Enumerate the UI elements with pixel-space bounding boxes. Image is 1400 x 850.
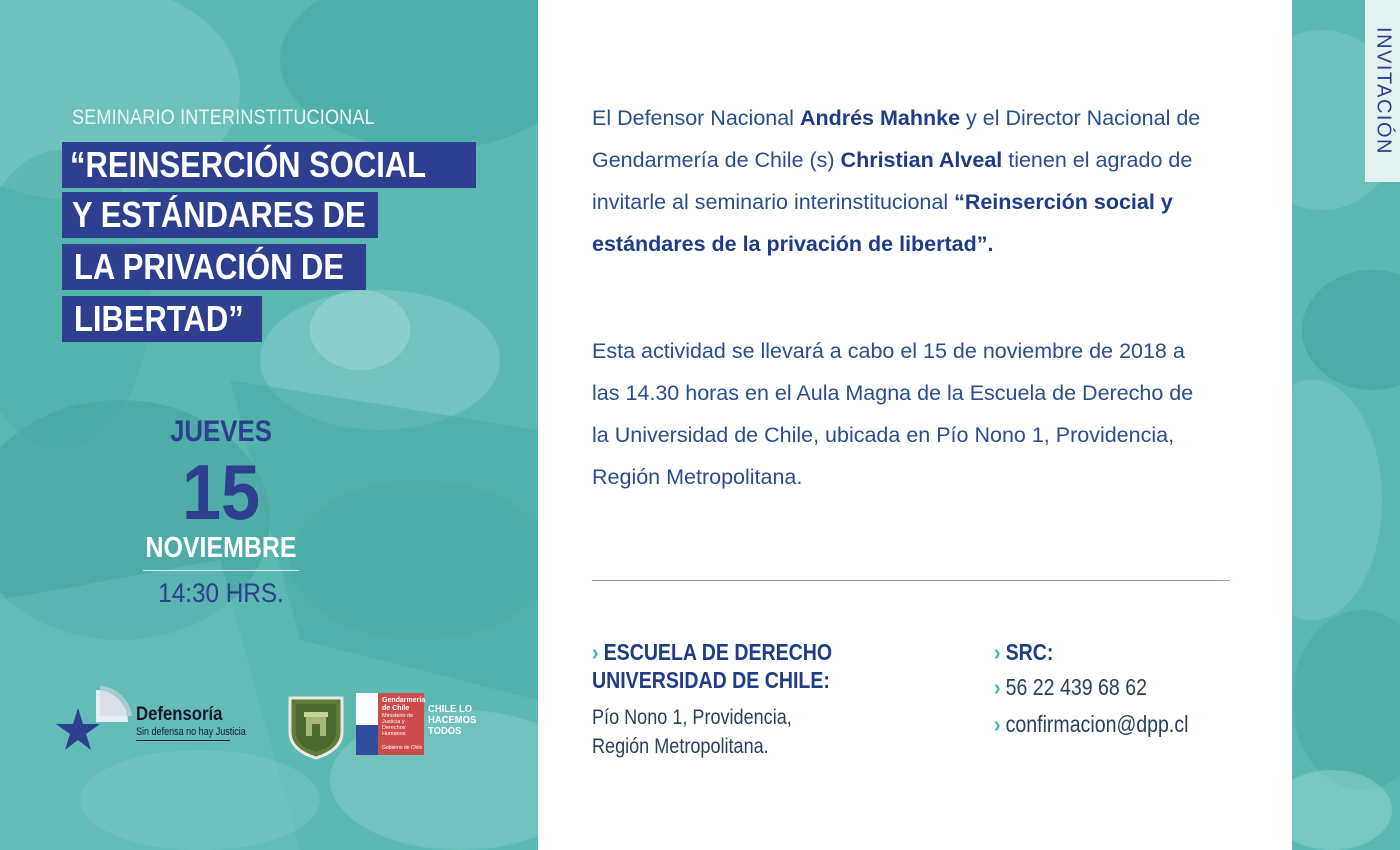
rsvp-info: [994, 638, 1254, 743]
chevron-right-icon: ›: [994, 711, 1001, 737]
event-title-line-4: LIBERTAD”: [62, 296, 262, 342]
gendarmeria-shield-icon: [284, 692, 348, 760]
left-content: [0, 0, 538, 850]
invitation-body: [538, 0, 1292, 850]
section-divider: [592, 580, 1230, 581]
event-title-line-3: LA PRIVACIÓN DE: [62, 244, 366, 290]
chevron-right-icon: ›: [592, 639, 599, 665]
venue-info: [592, 638, 932, 761]
defensoria-star-icon: [56, 686, 132, 750]
defensoria-tagline: Sin defensa no hay Justicia: [136, 726, 246, 738]
venue-heading: › ESCUELA DE DERECHO: [592, 639, 833, 665]
invitation-paragraph-1: El Defensor Nacional Andrés Mahnke y el Director Nacional de Gendarmería de Chile (s) Christian Alveal tienen el agrado de invitarle al seminario interinstitucional “Reinserción social y estándares de la privación de libertad”.: [592, 106, 1201, 256]
event-time: 14:30 HRS.: [158, 578, 284, 608]
invitation-tab: [1365, 0, 1400, 182]
gobierno-text: Gobierno de Chile: [382, 745, 423, 751]
day-number: 15: [181, 448, 261, 536]
defensoria-logo: [56, 686, 256, 750]
date-divider: [143, 570, 299, 571]
flag-blue-band: [356, 725, 378, 755]
defensoria-name: Defensoría: [136, 704, 223, 725]
chile-lo-hacemos-todos-slogan: CHILE LO HACEMOS TODOS: [428, 703, 477, 737]
seminar-kicker: SEMINARIO INTERINSTITUCIONAL: [72, 106, 375, 129]
event-title-line-2: Y ESTÁNDARES DE: [62, 192, 378, 238]
venue-heading-2: UNIVERSIDAD DE CHILE:: [592, 667, 830, 693]
defensor-name: Andrés Mahnke: [799, 106, 961, 130]
src-label: › SRC:: [994, 639, 1054, 665]
event-date: [120, 412, 322, 609]
director-name: Christian Alveal: [840, 148, 1003, 172]
gobierno-de-chile-logo: [356, 693, 424, 755]
left-panel: [0, 0, 538, 850]
seminar-title: “Reinserción social y estándares de la privación de libertad”.: [592, 190, 1173, 256]
rsvp-email[interactable]: › confirmacion@dpp.cl: [994, 711, 1189, 737]
venue-address-2: Región Metropolitana.: [592, 735, 769, 758]
venue-address-1: Pío Nono 1, Providencia,: [592, 706, 792, 729]
rsvp-phone[interactable]: › 56 22 439 68 62: [994, 674, 1147, 700]
day-of-week: JUEVES: [170, 415, 272, 448]
tagline-underline: [136, 740, 230, 741]
event-title-line-1: “REINSERCIÓN SOCIAL: [62, 142, 476, 188]
chevron-right-icon: ›: [994, 674, 1001, 700]
chevron-right-icon: ›: [994, 639, 1001, 665]
month: NOVIEMBRE: [145, 532, 297, 564]
invitation-paragraph-2: Esta actividad se llevará a cabo el 15 de noviembre de 2018 a las 14.30 horas en el Aula Magna de la Escuela de Derecho de la Universidad de Chile, ubicada en Pío Nono 1, Providencia, Región Metropolitana.: [592, 339, 1194, 489]
gendarmeria-ministry-text: Gendarmería de Chile Ministerio de Justicia y Derechos Humanos: [382, 697, 426, 737]
invitation-label: INVITACIÓN: [1372, 27, 1394, 155]
